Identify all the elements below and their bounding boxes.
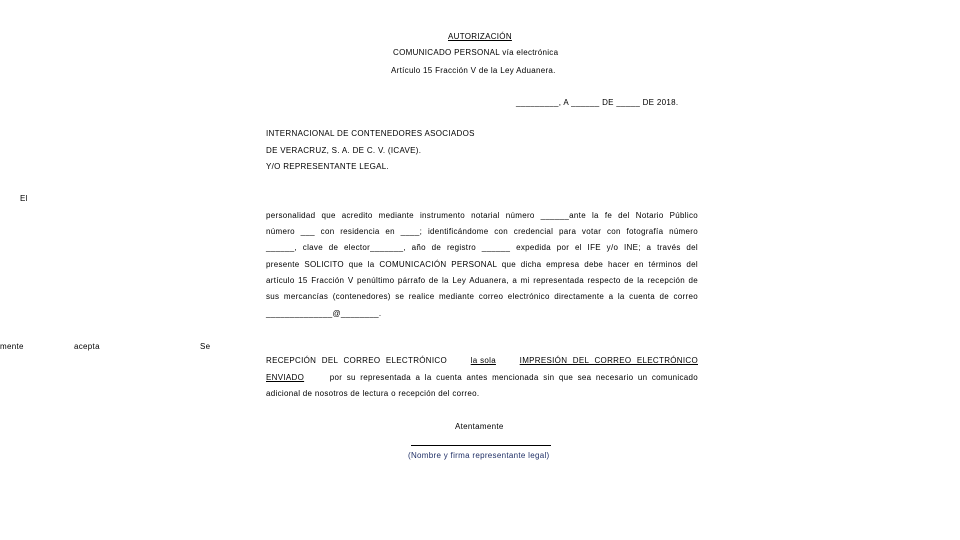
addressee-line-3: Y/O REPRESENTANTE LEGAL.	[266, 162, 390, 171]
fragment-el: El	[20, 194, 28, 203]
date-line: _________, A ______ DE _____ DE 2018.	[516, 98, 679, 107]
signature-caption: (Nombre y firma representante legal)	[408, 451, 550, 460]
closing-atentamente: Atentamente	[455, 422, 504, 431]
reception-line-1	[266, 356, 698, 365]
body-line-5: artículo 15 Fracción V penúltimo párrafo de la Ley Aduanera, a mi representada respecto de la recepción de	[266, 276, 698, 285]
reception-heading: RECEPCIÓN DEL CORREO ELECTRÓNICO	[266, 356, 447, 365]
body-line-2: número ___ con residencia en ____; identificándome con credencial para votar con fotografía número	[266, 227, 698, 236]
addressee-line-1: INTERNACIONAL DE CONTENEDORES ASOCIADOS	[266, 129, 475, 138]
fragment-acepta: acepta	[74, 342, 100, 351]
reception-line-2-text: por su representada a la cuenta antes mencionada sin que sea necesario un comunicado	[329, 373, 698, 382]
body-line-4: presente SOLICITO que la COMUNICACIÓN PERSONAL que dicha empresa debe hacer en términos del	[266, 260, 698, 269]
reception-la-sola: la sola	[470, 356, 496, 365]
reception-impresion: IMPRESIÓN DEL CORREO ELECTRÓNICO	[519, 356, 698, 365]
reception-enviado: ENVIADO	[266, 373, 305, 382]
signature-line	[411, 445, 551, 446]
body-line-6: sus mercancías (contenedores) se realice mediante correo electrónico directamente a la cuenta de correo	[266, 292, 698, 301]
reception-line-2	[266, 373, 698, 382]
body-line-1: personalidad que acredito mediante instrumento notarial número ______ante la fe del Notario Público	[266, 211, 698, 220]
subtitle-articulo: Artículo 15 Fracción V de la Ley Aduanera.	[391, 66, 556, 75]
reception-line-3: adicional de nosotros de lectura o recepción del correo.	[266, 389, 480, 398]
addressee-line-2: DE VERACRUZ, S. A. DE C. V. (ICAVE).	[266, 146, 422, 155]
document-title: AUTORIZACIÓN	[448, 32, 512, 41]
subtitle-comunicado: COMUNICADO PERSONAL vía electrónica	[393, 48, 559, 57]
body-line-3: ______, clave de elector_______, año de registro ______ expedida por el IFE y/o INE; a través del	[266, 243, 698, 252]
fragment-mente: mente	[0, 342, 24, 351]
body-line-7: ______________@________.	[266, 309, 382, 318]
fragment-se: Se	[200, 342, 211, 351]
